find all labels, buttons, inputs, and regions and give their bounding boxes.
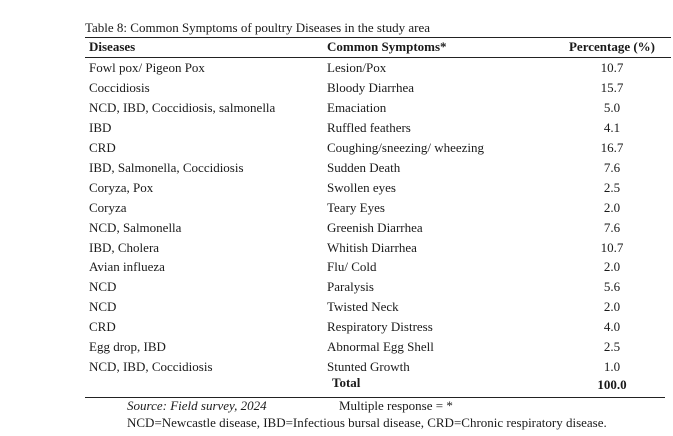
percentage-cell: 2.5 bbox=[603, 180, 621, 195]
percentage-cell: 10.7 bbox=[600, 240, 624, 255]
percentage-cell: 5.0 bbox=[603, 100, 621, 115]
top-rule bbox=[85, 37, 671, 38]
symptom-cell: Paralysis bbox=[327, 279, 374, 294]
table-row bbox=[0, 240, 673, 260]
percentage-cell: 4.0 bbox=[603, 319, 621, 334]
symptom-cell: Teary Eyes bbox=[327, 200, 385, 215]
symptom-cell: Twisted Neck bbox=[327, 299, 399, 314]
disease-cell: CRD bbox=[89, 140, 116, 155]
percentage-cell: 1.0 bbox=[603, 359, 621, 374]
table-row bbox=[0, 100, 673, 120]
percentage-cell: 15.7 bbox=[600, 80, 624, 95]
symptom-cell: Abnormal Egg Shell bbox=[327, 339, 434, 354]
header-diseases: Diseases bbox=[89, 39, 136, 54]
percentage-cell: 5.6 bbox=[603, 279, 621, 294]
symptom-cell: Respiratory Distress bbox=[327, 319, 433, 334]
disease-cell: Egg drop, IBD bbox=[89, 339, 166, 354]
disease-cell: IBD, Salmonella, Coccidiosis bbox=[89, 160, 244, 175]
disease-cell: NCD bbox=[89, 299, 117, 314]
total-value: 100.0 bbox=[597, 377, 627, 392]
table-row bbox=[0, 180, 673, 200]
table-caption: Table 8: Common Symptoms of poultry Diseases in the study area bbox=[85, 20, 430, 35]
table-row bbox=[0, 80, 673, 100]
disease-cell: IBD, Cholera bbox=[89, 240, 160, 255]
symptom-cell: Stunted Growth bbox=[327, 359, 410, 374]
symptom-cell: Coughing/sneezing/ wheezing bbox=[327, 140, 485, 155]
percentage-cell: 7.6 bbox=[603, 160, 621, 175]
disease-cell: NCD, IBD, Coccidiosis bbox=[89, 359, 213, 374]
disease-cell: NCD, IBD, Coccidiosis, salmonella bbox=[89, 100, 276, 115]
symptom-cell: Whitish Diarrhea bbox=[327, 240, 417, 255]
disease-cell: Coryza bbox=[89, 200, 127, 215]
symptom-cell: Sudden Death bbox=[327, 160, 401, 175]
source-note: Source: Field survey, 2024 bbox=[127, 398, 267, 413]
symptom-cell: Swollen eyes bbox=[327, 180, 396, 195]
total-label: Total bbox=[332, 375, 361, 390]
percentage-cell: 7.6 bbox=[603, 220, 621, 235]
table-row bbox=[0, 200, 673, 220]
disease-cell: Fowl pox/ Pigeon Pox bbox=[89, 60, 205, 75]
symptom-cell: Flu/ Cold bbox=[327, 259, 377, 274]
table-row bbox=[0, 299, 673, 319]
table-row bbox=[0, 319, 673, 339]
table-row bbox=[0, 140, 673, 160]
table-row bbox=[0, 259, 673, 279]
percentage-cell: 2.5 bbox=[603, 339, 621, 354]
symptom-cell: Greenish Diarrhea bbox=[327, 220, 423, 235]
table-row bbox=[0, 339, 673, 359]
disease-cell: Coccidiosis bbox=[89, 80, 150, 95]
disease-cell: Avian influeza bbox=[89, 259, 165, 274]
table-row bbox=[0, 279, 673, 299]
symptom-cell: Bloody Diarrhea bbox=[327, 80, 415, 95]
percentage-cell: 16.7 bbox=[600, 140, 624, 155]
table-row bbox=[0, 120, 673, 140]
percentage-cell: 4.1 bbox=[603, 120, 621, 135]
header-rule bbox=[85, 57, 671, 58]
disease-cell: NCD bbox=[89, 279, 117, 294]
percentage-cell: 2.0 bbox=[603, 259, 621, 274]
disease-cell: CRD bbox=[89, 319, 116, 334]
symptom-cell: Ruffled feathers bbox=[327, 120, 411, 135]
percentage-cell: 10.7 bbox=[600, 60, 624, 75]
percentage-cell: 2.0 bbox=[603, 299, 621, 314]
disease-cell: Coryza, Pox bbox=[89, 180, 154, 195]
symptom-cell: Emaciation bbox=[327, 100, 387, 115]
multiple-response-note: Multiple response = * bbox=[339, 398, 453, 413]
table-row bbox=[0, 60, 673, 80]
symptom-cell: Lesion/Pox bbox=[327, 60, 387, 75]
header-percentage: Percentage (%) bbox=[568, 39, 656, 54]
header-symptoms: Common Symptoms* bbox=[327, 39, 447, 54]
percentage-cell: 2.0 bbox=[603, 200, 621, 215]
abbreviations-note: NCD=Newcastle disease, IBD=Infectious bursal disease, CRD=Chronic respiratory disease. bbox=[127, 415, 607, 430]
table-row bbox=[0, 220, 673, 240]
disease-cell: IBD bbox=[89, 120, 112, 135]
table-row bbox=[0, 160, 673, 180]
disease-cell: NCD, Salmonella bbox=[89, 220, 182, 235]
